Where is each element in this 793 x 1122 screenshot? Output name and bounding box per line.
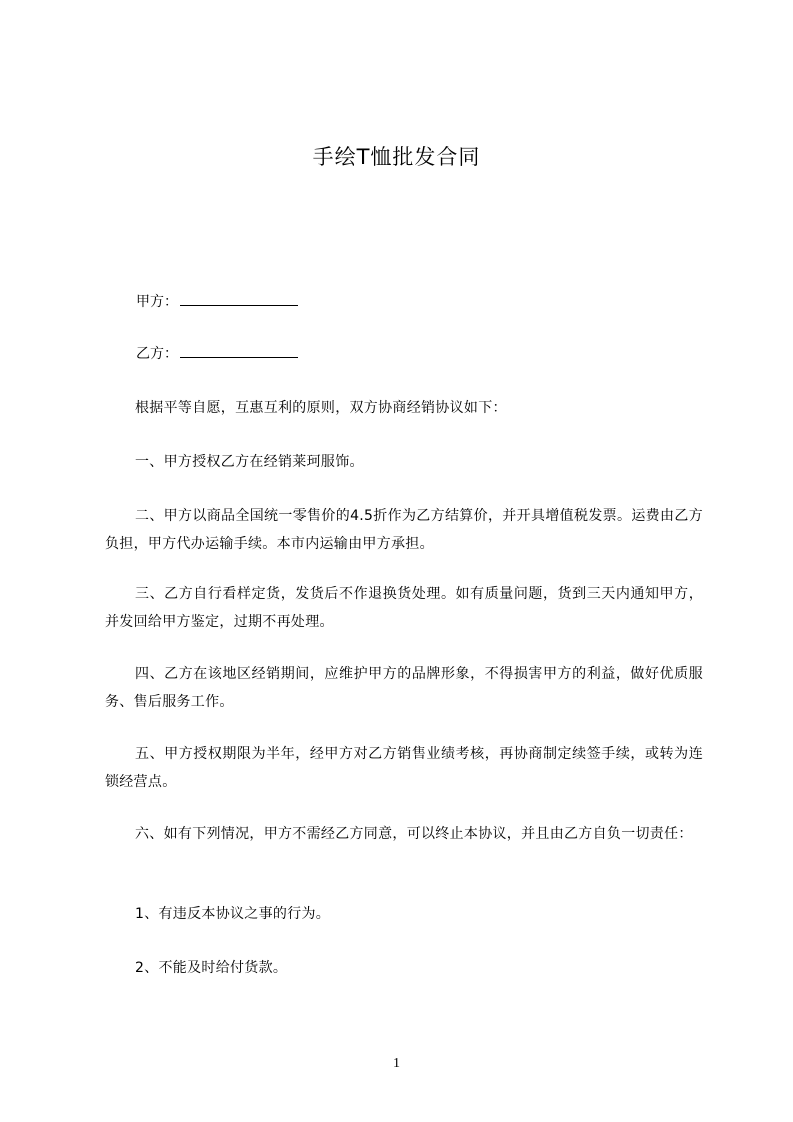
paragraph-clause-4: 四、乙方在该地区经销期间，应维护甲方的品牌形象，不得损害甲方的利益，做好优质服务、售后服务工作。 (105, 666, 703, 710)
party-a-blank (180, 291, 298, 306)
paragraph-clause-6: 六、如有下列情况，甲方不需经乙方同意，可以终止本协议，并且由乙方自负一切责任： (135, 826, 693, 842)
party-b-blank (180, 343, 298, 358)
paragraph-clause-1: 一、甲方授权乙方在经销莱珂服饰。 (135, 454, 364, 470)
paragraph-item-1: 1、有违反本协议之事的行为。 (135, 906, 331, 922)
paragraph-item-2: 2、不能及时给付货款。 (135, 960, 288, 976)
party-a-label: 甲方： (136, 294, 178, 310)
page-number: 1 (393, 1056, 400, 1071)
paragraph-clause-2: 二、甲方以商品全国统一零售价的4.5折作为乙方结算价，并开具增值税发票。运费由乙方负担，甲方代办运输手续。本市内运输由甲方承担。 (105, 508, 703, 552)
paragraph-clause-3: 三、乙方自行看样定货，发货后不作退换货处理。如有质量问题，货到三天内通知甲方，并发回给甲方鉴定，过期不再处理。 (105, 586, 703, 630)
party-b-line (136, 342, 298, 366)
party-b-label: 乙方： (136, 346, 178, 362)
document-title: 手绘T恤批发合同 (312, 145, 481, 169)
party-a-line (136, 290, 298, 314)
paragraph-clause-5: 五、甲方授权期限为半年，经甲方对乙方销售业绩考核，再协商制定续签手续，或转为连锁经营点。 (105, 746, 703, 790)
paragraph-intro: 根据平等自愿，互惠互利的原则，双方协商经销协议如下： (135, 400, 507, 416)
